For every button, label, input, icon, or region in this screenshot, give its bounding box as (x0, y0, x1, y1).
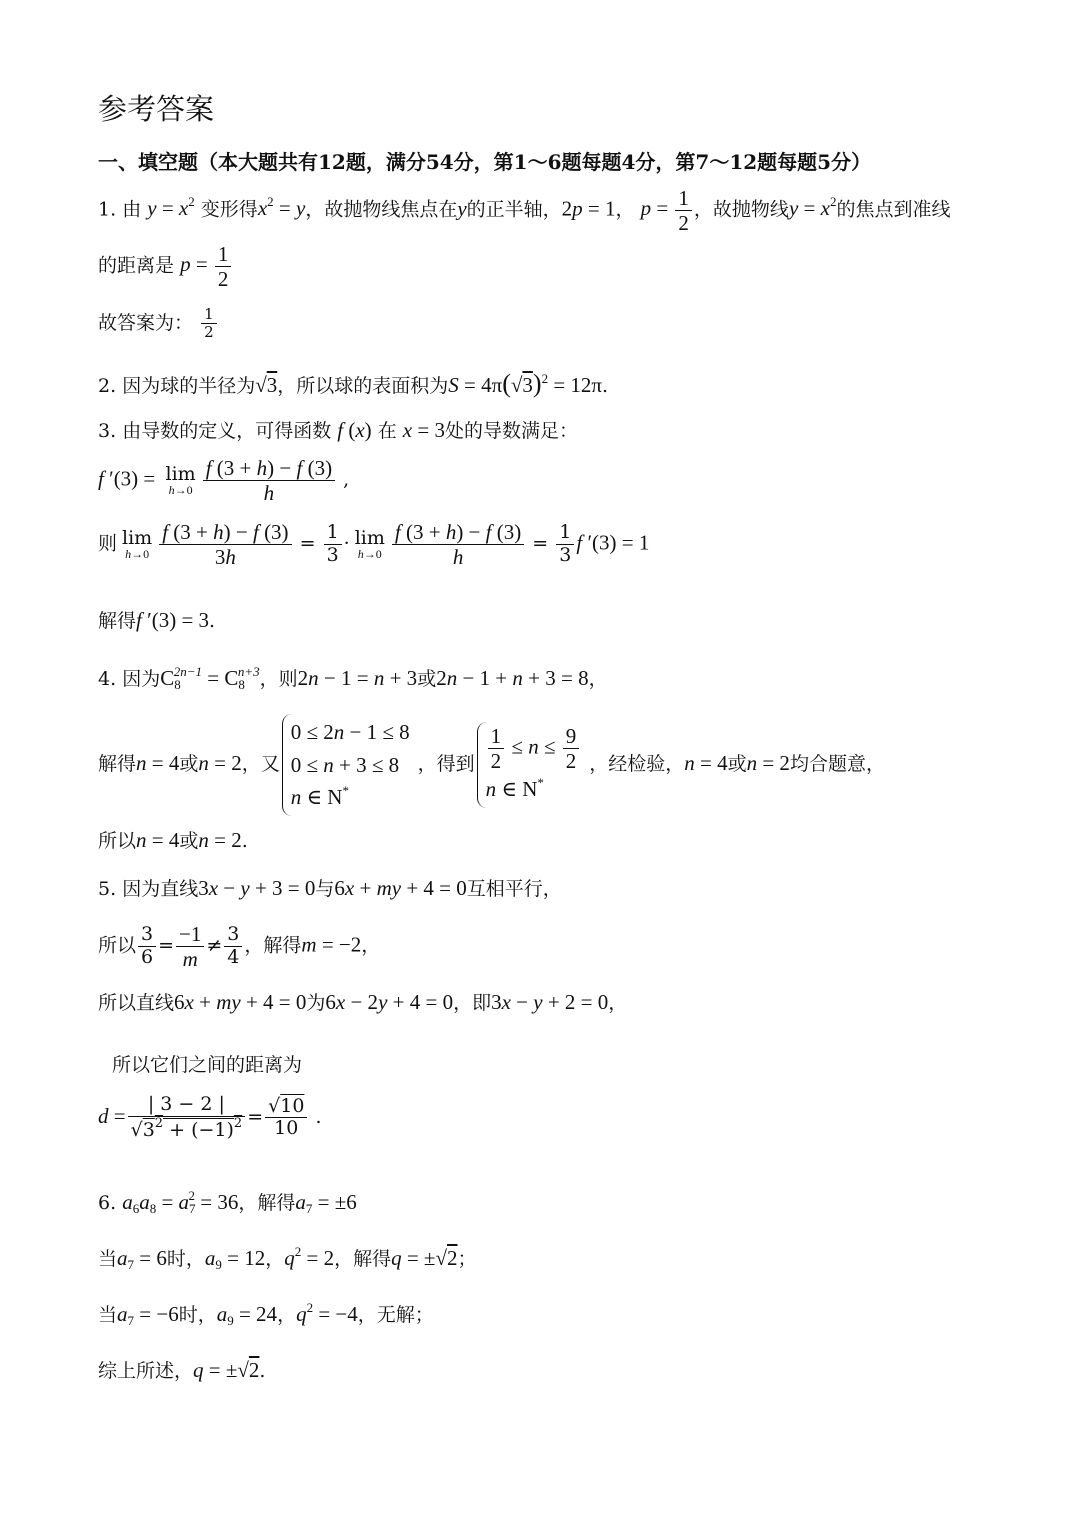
q2-formula-area: $S = 4\pi(√3)^2 = 12\pi$ (448, 369, 603, 398)
q4-line1: 4. 因为$C_8^{2n-1} = C_8^{n+3}$，则2n − 1 = n + 3或2n − 1 + n + 3 = 8， (98, 664, 608, 692)
q4-conclusion: 所以n = 4或n = 2. (98, 828, 248, 852)
q6-summary: 综上所述，q = ±√2. (98, 1358, 266, 1382)
q5-line4: 所以它们之间的距离为 (112, 1054, 303, 1076)
q6-line1: 6. $a_6a_8 = a_7^2 = 36$，解得$a_7 = \pm 6$ (98, 1188, 357, 1216)
page-title: 参考答案 (98, 92, 215, 126)
q1-line2: 的距离是 p = $\frac{1}{2}$ (98, 242, 233, 291)
q5-line1: 5. 因为直线3x − y + 3 = 0与6x + my + 4 = 0互相平行， (98, 876, 562, 900)
q1-answer: 故答案为： $\frac{1}{2}$ (98, 306, 219, 342)
q3-result: 解得f ′(3) = 3. (98, 608, 216, 632)
q5-distance-formula: d = $\frac{| 3 - 2 |}{√3^2 + (-1)^2}$ = $\frac{√10}{10}$ . (98, 1093, 322, 1141)
q4-system-1: 0 ≤ 2n − 1 ≤ 8 0 ≤ n + 3 ≤ 8 n ∈ N* (282, 714, 416, 816)
q4-system-2: $\frac{1}{2}$ ≤ n ≤ $\frac{9}{2}$ n ∈ N* (477, 722, 588, 808)
q3-derivative-def: f ′(3) = lim h→0 $\frac{f (3 + h) - f (3)}{h}$ , (98, 456, 350, 506)
q2-line: 2. 因为球的半径为√3，所以球的表面积为$S = 4\pi(√3)^2 = 12\pi$. (98, 369, 609, 398)
q1-formula-y-x2: $y = x^2$ (147, 194, 195, 221)
section-header: 一、填空题（本大题共有12题，满分54分，第1～6题每题4分，第7～12题每题5分） (98, 150, 872, 174)
q5-line2: 所以 $\frac{3}{6}$ = $\frac{-1}{m}$ ≠ $\frac{3}{4}$ ，解得m = −2， (98, 922, 381, 972)
q4-system-line: 解得n = 4或n = 2，又 0 ≤ 2n − 1 ≤ 8 0 ≤ n + 3 ≤ 8 n ∈ N* ，得到 $\frac{1}{2}$ ≤ n ≤ $\frac{9}{2}$ n ∈ N* ，经检验，n = 4或n = 2均合题意， (98, 714, 885, 816)
q6-line3: 当$a_7 = -6$时，$a_9 = 24$，$q^2 = -4$，无解； (98, 1300, 434, 1328)
q5-line3: 所以直线6x + my + 4 = 0为6x − 2y + 4 = 0，即3x − y + 2 = 0， (98, 990, 628, 1014)
q1-formula-2p: 2p = 1 (561, 196, 616, 221)
q1-formula-x2-y: $x^2 = y$ (257, 194, 306, 221)
q1-formula-p-half: p = $\frac{1}{2}$ (641, 196, 694, 220)
q1-line1: 1. 由 $y = x^2$ 变形得$x^2 = y$，故抛物线焦点在y的正半轴，2p = 1， p = $\frac{1}{2}$ ，故抛物线$y = x^2$的焦点到准线 (98, 186, 951, 236)
q3-limit-relation: 则 lim h→0 $\frac{f (3 + h) - f (3)}{3h}$ = $\frac{1}{3}$ · lim h→0 $\frac{f (3 + h) - f (3)}{h}$ = $\frac{1}{3}$ f ′(3) = 1 (98, 520, 650, 570)
q6-line2: 当$a_7 = 6$时，$a_9 = 12$，$q^2 = 2$，解得q = ±√2； (98, 1244, 477, 1272)
q3-line1: 3. 由导数的定义，可得函数 f (x) 在 x = 3处的导数满足： (98, 418, 578, 442)
